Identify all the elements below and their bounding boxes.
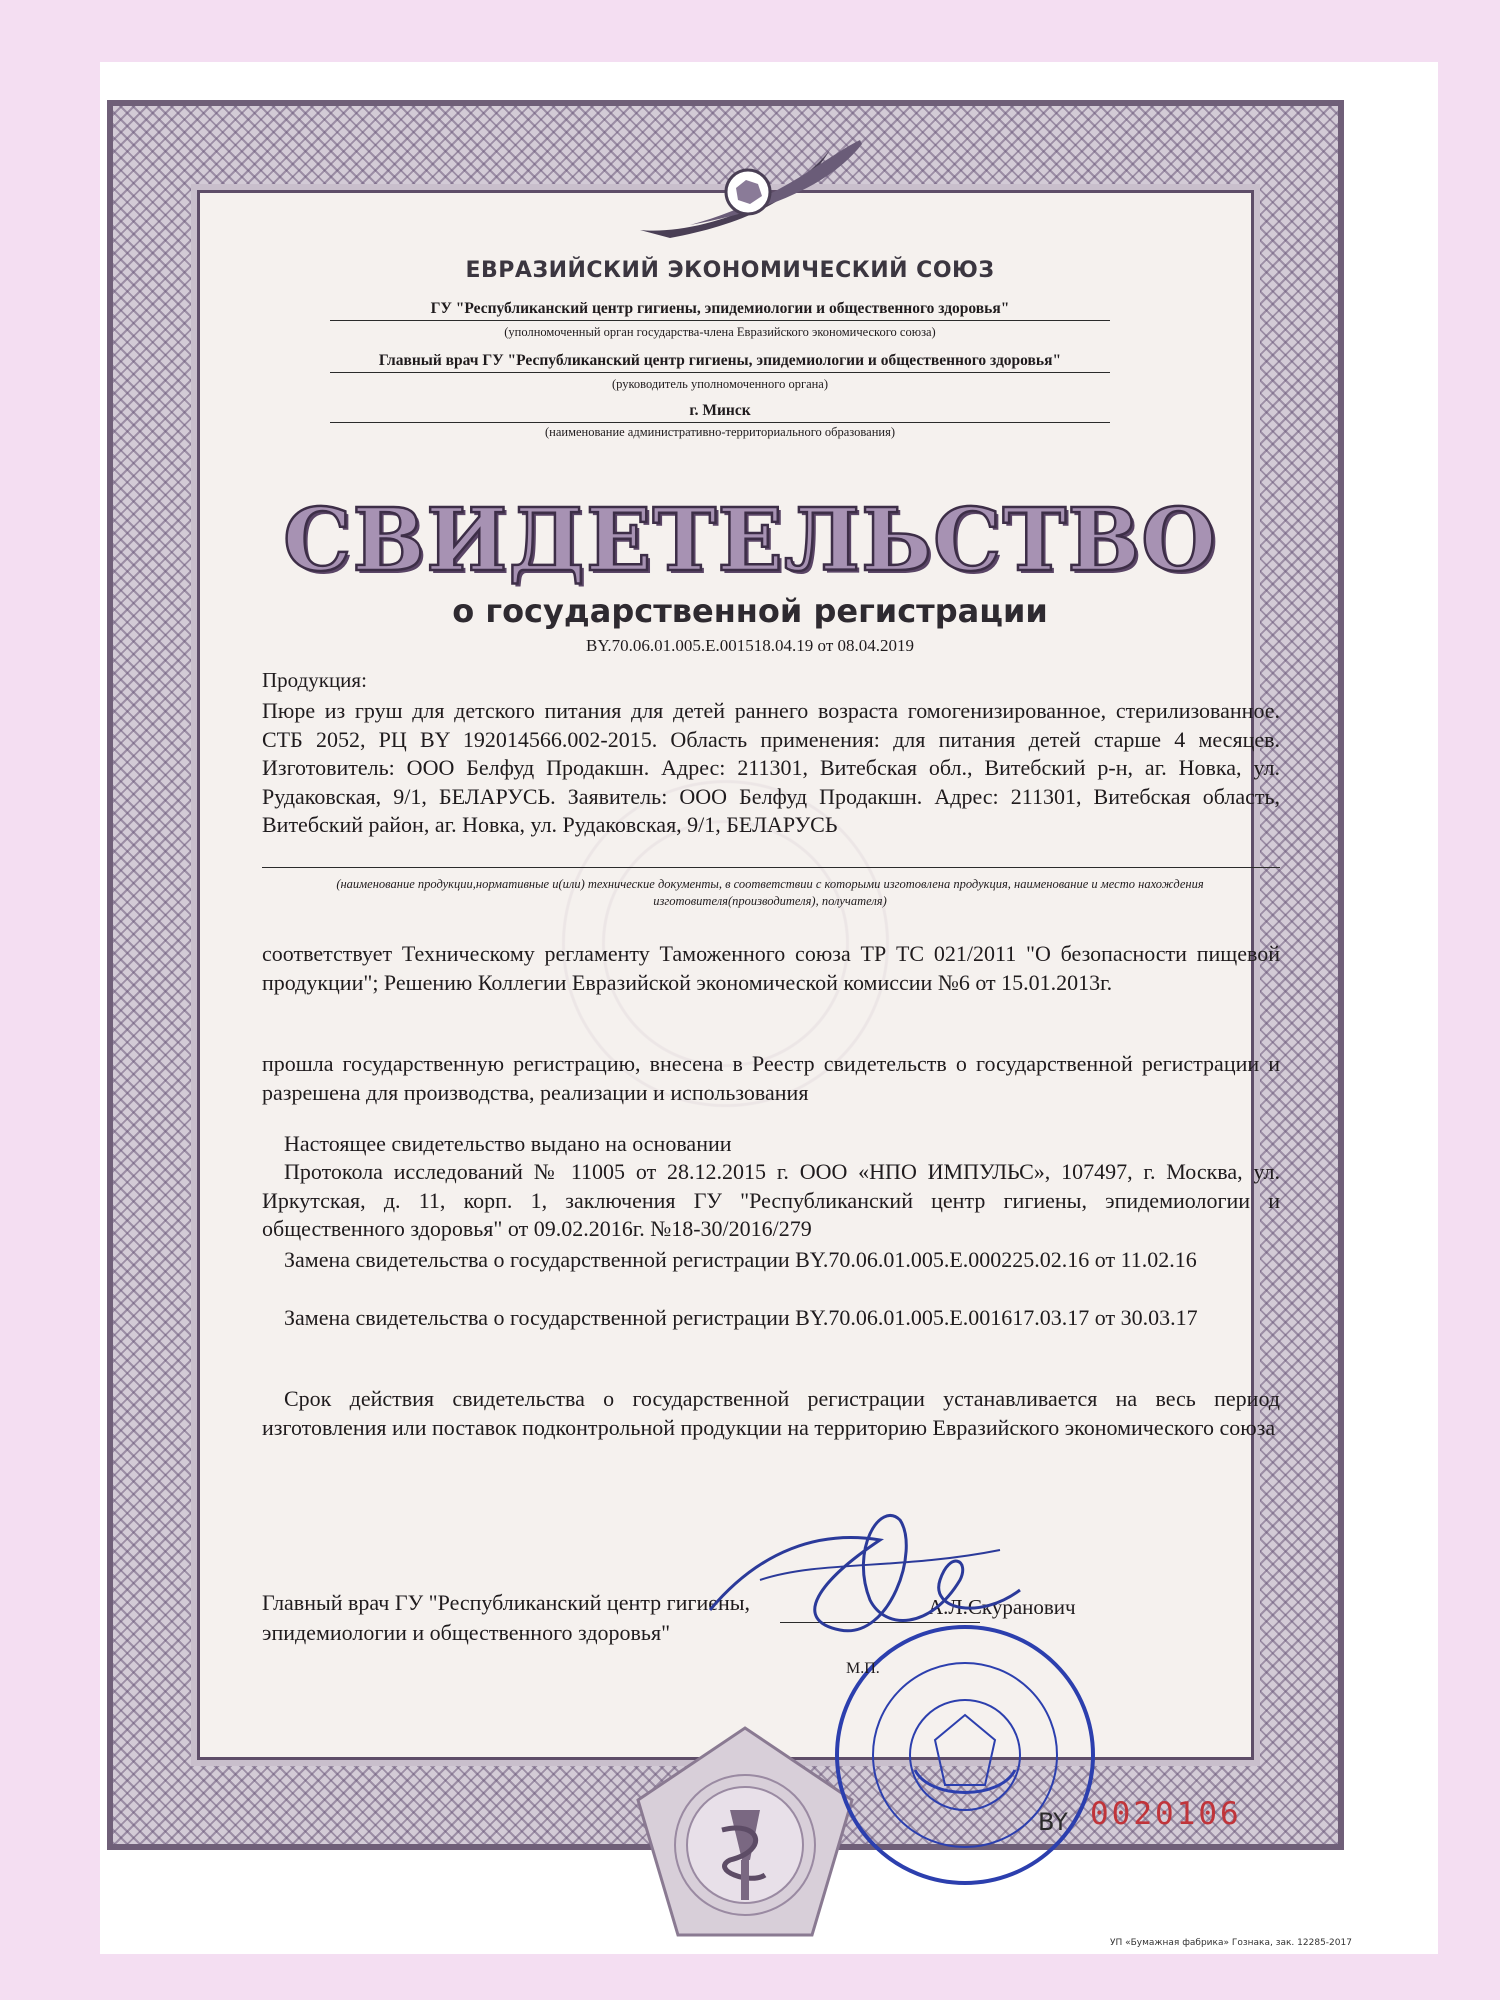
signer-position: Главный врач ГУ "Республиканский центр гигиены, эпидемиологии и общественного здоровья": [262, 1590, 751, 1645]
validity-statement: Срок действия свидетельства о государственной регистрации устанавливается на весь период изготовления или поставок подконтрольной продукции на территорию Евразийского экономического союза: [262, 1386, 1280, 1440]
authority-head: Главный врач ГУ "Республиканский центр гигиены, эпидемиологии и общественного здоровья": [330, 352, 1110, 373]
signer-name: А.Л.Скуранович: [928, 1595, 1076, 1619]
basis-intro: Настоящее свидетельство выдано на основании: [284, 1131, 732, 1156]
product-description: Пюре из груш для детского питания для детей раннего возраста гомогенизированное, стерилизованное. СТБ 2052, РЦ BY 192014566.002-2015. Область применения: для питания детей старше 4 месяцев. Изготовитель: ООО Белфуд Продакшн. Адрес: 211301, Витебская обл., Витебский р-н, аг. Новка, ул. Рудаковская, 9/1, БЕЛАРУСЬ. Заявитель: ООО Белфуд Продакшн. Адрес: 211301, Витебская область, Витебский район, аг. Новка, ул. Рудаковская, 9/1, БЕЛАРУСЬ: [262, 698, 1280, 837]
authority-head-caption: (руководитель уполномоченного органа): [611, 377, 829, 391]
seal-place-label: М.П.: [846, 1660, 880, 1677]
serial-number: 0020106: [1090, 1796, 1242, 1832]
products-label: Продукция:: [262, 668, 367, 692]
city-name: г. Минск: [330, 402, 1110, 423]
authority-name: ГУ "Республиканский центр гигиены, эпидемиологии и общественного здоровья": [330, 300, 1110, 321]
certificate-subtitle: о государственной регистрации: [452, 592, 1048, 630]
conformity-statement: соответствует Техническому регламенту Таможенного союза ТР ТС 021/2011 "О безопасности пищевой продукции"; Решению Коллегии Евразийской экономической комиссии №6 от 15.01.2013г.: [262, 941, 1280, 995]
replacement-1: Замена свидетельства о государственной регистрации BY.70.06.01.005.E.000225.02.16 от 11.02.16: [284, 1247, 1197, 1272]
product-caption: (наименование продукции,нормативные и(или) технические документы, в соответствии с которыми изготовлена продукция, наименование и место нахождения изготовителя(производителя), получателя): [336, 877, 1204, 908]
registration-number: BY.70.06.01.005.E.001518.04.19 от 08.04.2019: [585, 636, 914, 655]
registration-statement: прошла государственную регистрацию, внесена в Реестр свидетельств о государственной регистрации и разрешена для производства, реализации и использования: [262, 1051, 1280, 1105]
authority-caption: (уполномоченный орган государства-члена Евразийского экономического союза): [504, 325, 936, 339]
hologram-emblem-icon: [630, 1720, 860, 1950]
replacement-2: Замена свидетельства о государственной регистрации BY.70.06.01.005.E.001617.03.17 от 30.03.17: [284, 1305, 1198, 1330]
union-title: ЕВРАЗИЙСКИЙ ЭКОНОМИЧЕСКИЙ СОЮЗ: [465, 258, 995, 283]
eaeu-logo-icon: [630, 130, 870, 250]
product-underline: [262, 867, 1280, 868]
basis-protocol: Протокола исследований № 11005 от 28.12.2015 г. ООО «НПО ИМПУЛЬС», 107497, г. Москва, ул. Иркутская, д. 11, корп. 1, заключения ГУ "Республиканский центр гигиены, эпидемиологии и общественного здоровья" от 09.02.2016г. №18-30/2016/279: [262, 1159, 1280, 1241]
serial-prefix: BY: [1038, 1808, 1068, 1836]
printer-imprint: УП «Бумажная фабрика» Гознака, зак. 12285-2017: [1110, 1938, 1352, 1948]
city-caption: (наименование административно-территориального образования): [544, 425, 896, 439]
certificate-title: СВИДЕТЕЛЬСТВО: [282, 490, 1217, 591]
